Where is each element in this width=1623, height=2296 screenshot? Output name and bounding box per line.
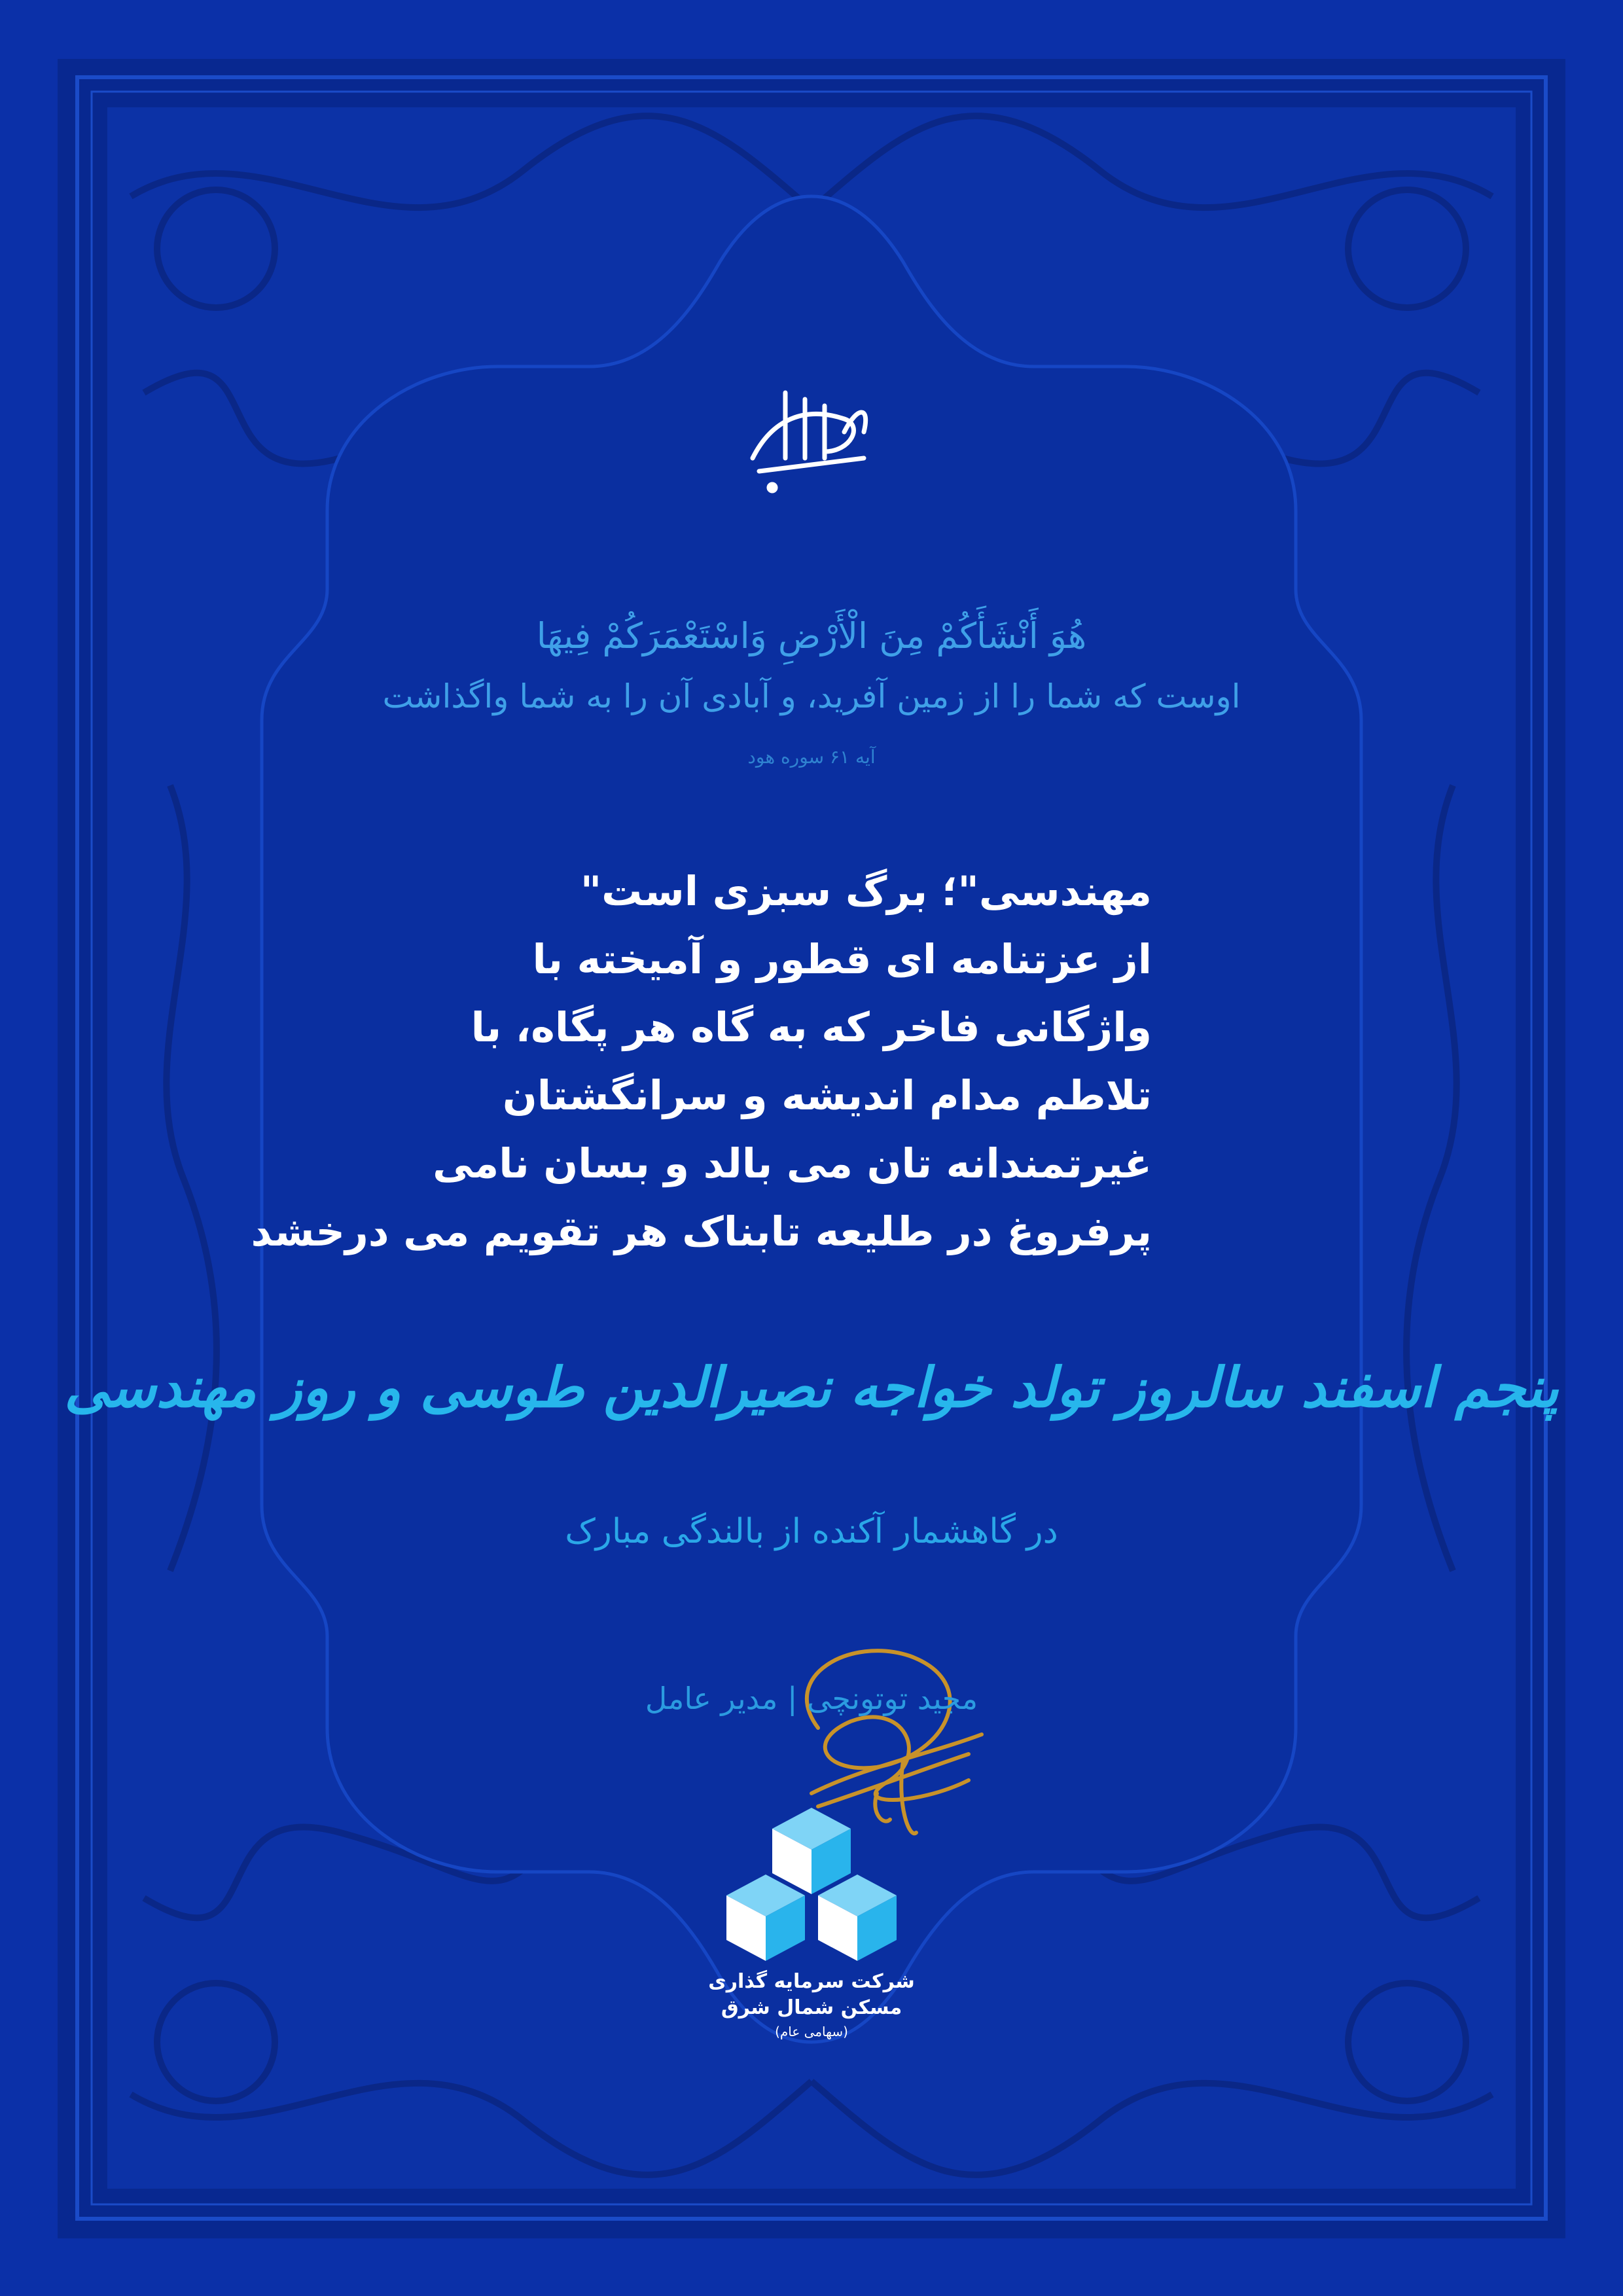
occasion-subline: در گاهشمار آکنده از بالندگی مبارک (565, 1512, 1058, 1551)
logo-company-line3: (سهامی عام) (775, 2024, 848, 2039)
poem-line: تلاطم مدام اندیشه و سرانگشتان (502, 1071, 1152, 1119)
poem-line: از عزتنامه ای قطور و آمیخته با (532, 935, 1152, 983)
poem-block (251, 857, 1152, 1266)
quran-verse-arabic: هُوَ أَنْشَأَكُمْ مِنَ الْأَرْضِ وَاسْتَعْمَرَكُمْ فِيهَا (536, 615, 1087, 656)
signature-line (0, 1681, 1623, 1716)
verse-reference: آیه ۶۱ سوره هود (747, 746, 876, 768)
logo-company-line2: مسکن شمال شرق (721, 1996, 902, 2019)
signer-name: مجید توتونچی (807, 1681, 978, 1716)
poem-line: غیرتمندانه تان می بالد و بسان نامی (433, 1139, 1152, 1187)
occasion-headline: پنجم اسفند سالروز تولد خواجه نصیرالدین طوسی و روز مهندسی (64, 1355, 1559, 1420)
logo-company-line1: شرکت سرمایه گذاری (708, 1970, 915, 1993)
quran-verse-translation: اوست که شما را از زمین آفرید، و آبادی آن را به شما واگذاشت (382, 677, 1241, 715)
signature-separator: | (787, 1681, 798, 1716)
poem-line: واژگانی فاخر که به گاه هر پگاه، با (471, 1003, 1152, 1051)
poem-line: مهندسی"؛ برگ سبزی است" (580, 867, 1152, 915)
poem-line: پرفروغ در طلیعه تابناک هر تقویم می درخشد (251, 1208, 1152, 1255)
signer-title: مدیر عامل (645, 1681, 778, 1716)
